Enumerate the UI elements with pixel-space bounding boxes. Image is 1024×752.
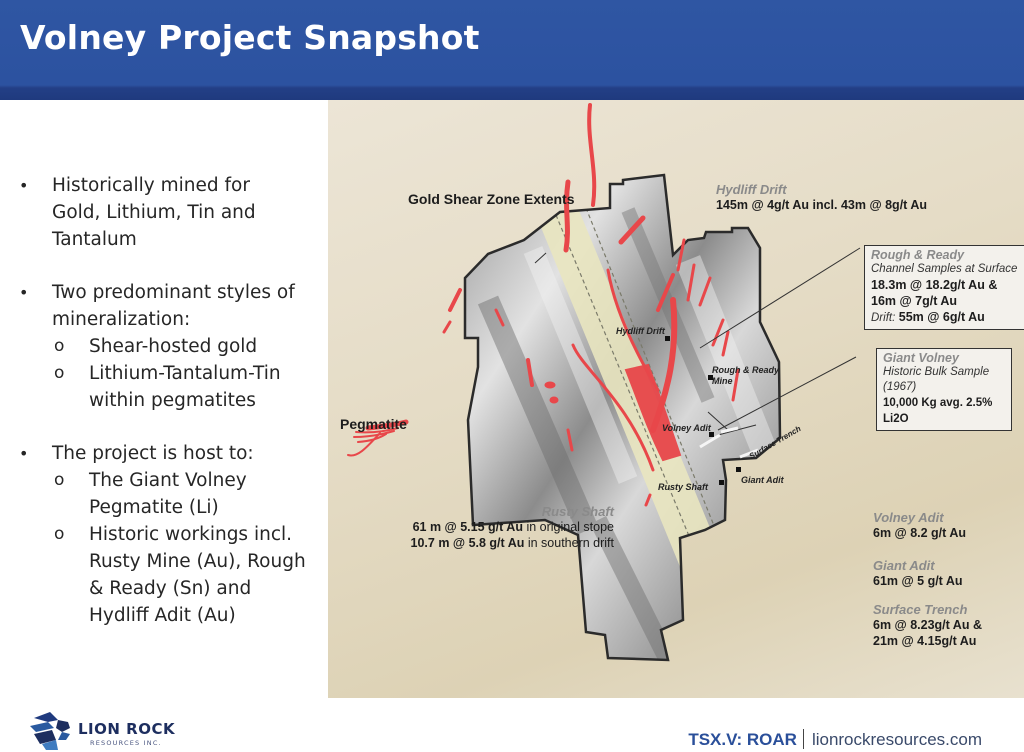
callout-giant-volney	[876, 348, 1012, 431]
sub-bullet-item	[0, 333, 325, 360]
callout-rusty-shaft	[368, 504, 614, 551]
callout-value: 55m @ 6g/t Au	[898, 310, 985, 324]
bullet-dot-icon: •	[19, 176, 29, 195]
company-logo	[28, 710, 198, 750]
callout-value: 61m @ 5 g/t Au	[873, 574, 963, 588]
sub-bullet-circle-icon: o	[54, 524, 65, 544]
website-link[interactable]: lionrockresources.com	[811, 730, 982, 749]
bullet-list	[0, 172, 325, 655]
footer-divider	[803, 729, 804, 749]
callout-title: Giant Adit	[873, 558, 935, 573]
stock-ticker: TSX.V: ROAR	[688, 730, 797, 749]
bullet-text: Gold, Lithium, Tin and	[52, 202, 256, 223]
sub-bullet-item	[0, 521, 325, 629]
callout-value-suffix: in southern drift	[524, 536, 614, 550]
callout-value: 18.3m @ 18.2g/t Au &	[871, 278, 998, 292]
bullet-text: Tantalum	[52, 229, 137, 250]
callout-giant-adit	[873, 558, 963, 589]
callout-surface-trench	[873, 602, 982, 649]
callout-title: Surface Trench	[873, 602, 968, 617]
sub-bullet-text: Hydliff Adit (Au)	[89, 605, 236, 626]
sub-bullet-text: The Giant Volney	[89, 470, 247, 491]
slide-header	[0, 0, 1024, 100]
marker-label-rusty-shaft: Rusty Shaft	[658, 482, 709, 492]
callout-value: 145m @ 4g/t Au incl. 43m @ 8g/t Au	[716, 198, 927, 212]
shear-zone-legend-label: Gold Shear Zone Extents	[408, 191, 575, 207]
callout-title: Rusty Shaft	[541, 504, 614, 519]
logo-subtitle: RESOURCES INC.	[90, 739, 162, 747]
bullet-item	[0, 440, 325, 629]
callout-drift-label: Drift:	[871, 312, 896, 324]
logo-name: LION ROCK	[78, 720, 176, 738]
bullet-text: Two predominant styles of	[52, 282, 295, 303]
callout-value: 21m @ 4.15g/t Au	[873, 634, 977, 648]
callout-value: 61 m @ 5.15 g/t Au	[412, 520, 523, 534]
marker-label-surface-trench: Surface Trench	[747, 424, 803, 461]
bullet-item	[0, 172, 325, 253]
sub-bullet-circle-icon: o	[54, 336, 65, 356]
callout-title: Hydliff Drift	[716, 182, 787, 197]
sub-bullet-text: & Ready (Sn) and	[89, 578, 252, 599]
marker-label-hydliff-drift: Hydliff Drift	[616, 326, 665, 336]
sub-bullet-text: Lithium-Tantalum-Tin	[89, 363, 281, 384]
property-boundary	[465, 175, 780, 660]
sub-bullet-circle-icon: o	[54, 470, 65, 490]
bullet-text: Historically mined for	[52, 175, 250, 196]
callout-title: Rough & Ready	[871, 248, 965, 262]
sub-bullet-text: Pegmatite (Li)	[89, 497, 219, 518]
lion-head-icon	[28, 710, 74, 750]
callout-title: Giant Volney	[883, 351, 959, 365]
marker-label-volney-adit: Volney Adit	[662, 423, 711, 433]
bullet-text: mineralization:	[52, 309, 191, 330]
sub-bullet-text: within pegmatites	[89, 390, 256, 411]
sub-bullet-item	[0, 467, 325, 521]
footer-ticker-bar	[688, 729, 982, 750]
slide-title: Volney Project Snapshot	[20, 18, 480, 57]
pegmatite-legend-label: Pegmatite	[340, 416, 407, 432]
bullet-item	[0, 279, 325, 414]
callout-hydliff-drift	[716, 182, 927, 213]
callout-value: 10,000 Kg avg. 2.5% Li2O	[883, 397, 993, 425]
callout-value: 6m @ 8.2 g/t Au	[873, 526, 966, 540]
callout-subtitle: Channel Samples at Surface	[871, 263, 1018, 275]
property-map	[328, 100, 1024, 698]
bullet-text: The project is host to:	[52, 443, 254, 464]
sub-bullet-circle-icon: o	[54, 363, 65, 383]
callout-rough-ready	[864, 245, 1024, 330]
bullet-dot-icon: •	[19, 283, 29, 302]
marker-label-rough-ready: Rough & Ready	[712, 365, 780, 375]
sub-bullet-text: Rusty Mine (Au), Rough	[89, 551, 306, 572]
sub-bullet-item	[0, 360, 325, 414]
callout-value-suffix: in original stope	[522, 520, 614, 534]
callout-value: 6m @ 8.23g/t Au &	[873, 618, 982, 632]
callout-value: 16m @ 7g/t Au	[871, 294, 958, 308]
callout-value: 10.7 m @ 5.8 g/t Au	[410, 536, 525, 550]
callout-title: Volney Adit	[873, 510, 944, 525]
callout-subtitle: Historic Bulk Sample (1967)	[883, 366, 990, 393]
bullet-dot-icon: •	[19, 444, 29, 463]
marker-label-giant-adit: Giant Adit	[741, 475, 784, 485]
callout-volney-adit	[873, 510, 966, 541]
sub-bullet-text: Shear-hosted gold	[89, 336, 258, 357]
sub-bullet-text: Historic workings incl.	[89, 524, 293, 545]
marker-label-rough-ready-mine: Mine	[712, 376, 733, 386]
